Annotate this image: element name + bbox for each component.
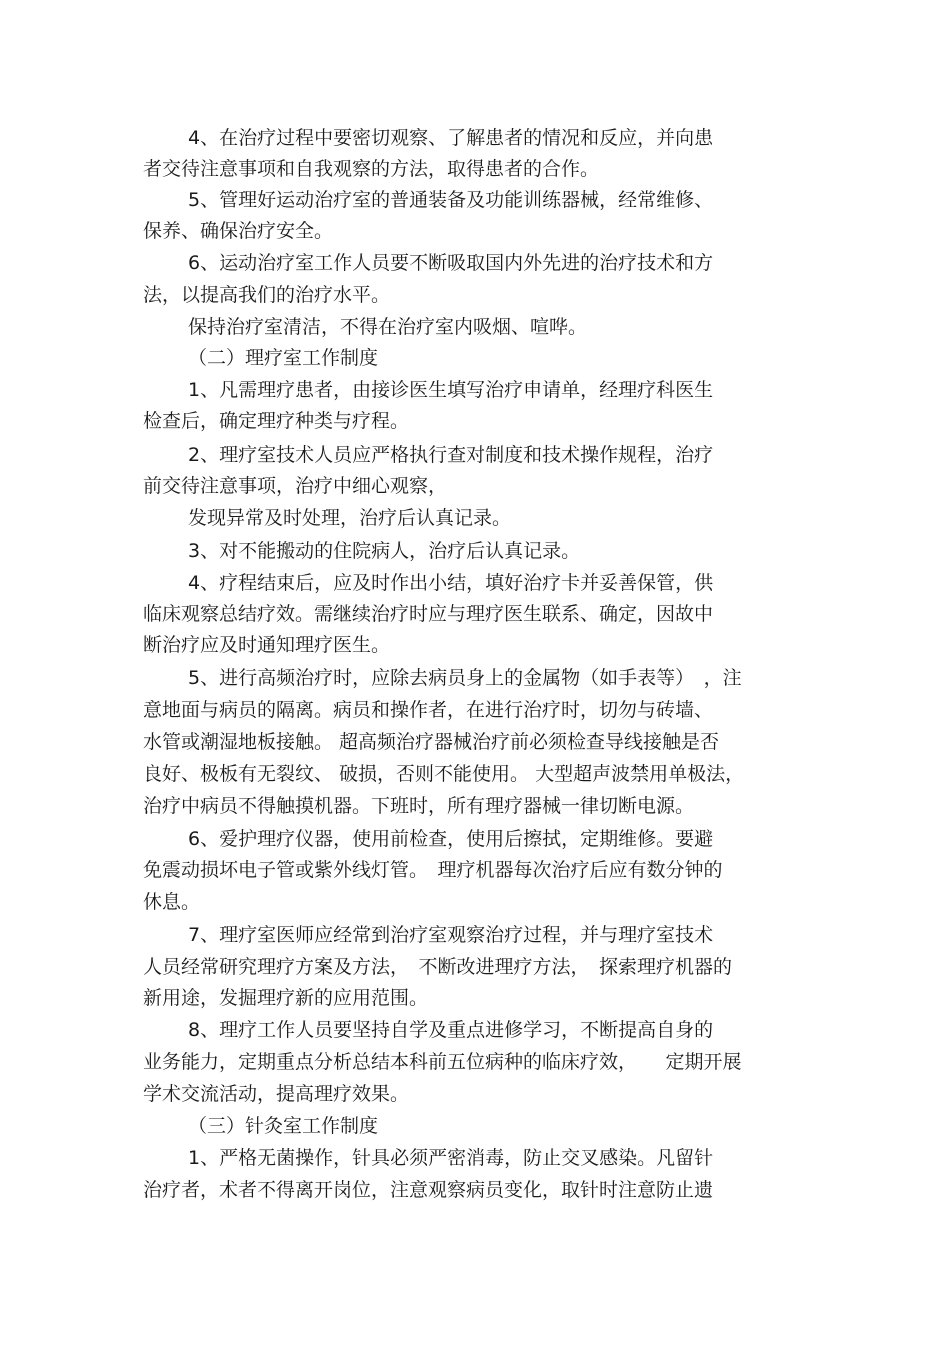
text-line: 1、严格无菌操作，针具必须严密消毒，防止交叉感染。凡留针 xyxy=(188,1147,714,1169)
text-line: 6、运动治疗室工作人员要不断吸取国内外先进的治疗技术和方 xyxy=(188,252,714,274)
text-line: 4、疗程结束后，应及时作出小结，填好治疗卡并妥善保管，供 xyxy=(188,572,714,594)
text-line: 断治疗应及时通知理疗医生。 xyxy=(143,634,391,656)
text-line: 7、理疗室医师应经常到治疗室观察治疗过程，并与理疗室技术 xyxy=(188,924,714,946)
text-line: 治疗者，术者不得离开岗位，注意观察病员变化，取针时注意防止遗 xyxy=(143,1179,714,1201)
text-line: 业务能力，定期重点分析总结本科前五位病种的临床疗效， 定期开展 xyxy=(143,1051,742,1073)
text-line: 5、进行高频治疗时，应除去病员身上的金属物（如手表等） ，注 xyxy=(188,667,742,689)
text-line: 发现异常及时处理，治疗后认真记录。 xyxy=(188,507,512,529)
text-line: 治疗中病员不得触摸机器。下班时，所有理疗器械一律切断电源。 xyxy=(143,795,695,817)
text-line: 意地面与病员的隔离。病员和操作者，在进行治疗时，切勿与砖墙、 xyxy=(143,699,714,721)
text-line: 4、在治疗过程中要密切观察、了解患者的情况和反应，并向患 xyxy=(188,127,714,149)
section-heading: （二）理疗室工作制度 xyxy=(188,347,379,369)
text-line: 保养、确保治疗安全。 xyxy=(143,220,334,242)
text-line: 前交待注意事项，治疗中细心观察， xyxy=(143,475,448,497)
text-line: 人员经常研究理疗方案及方法， 不断改进理疗方法， 探索理疗机器的 xyxy=(143,956,733,978)
text-line: 者交待注意事项和自我观察的方法，取得患者的合作。 xyxy=(143,158,600,180)
text-line: 法，以提高我们的治疗水平。 xyxy=(143,284,391,306)
text-line: 良好、极板有无裂纹、 破损，否则不能使用。 大型超声波禁用单极法， xyxy=(143,763,745,785)
section-heading: （三）针灸室工作制度 xyxy=(188,1115,379,1137)
text-line: 学术交流活动，提高理疗效果。 xyxy=(143,1083,410,1105)
text-line: 临床观察总结疗效。需继续治疗时应与理疗医生联系、确定，因故中 xyxy=(143,603,714,625)
text-line: 休息。 xyxy=(143,891,201,913)
text-line: 水管或潮湿地板接触。 超高频治疗器械治疗前必须检查导线接触是否 xyxy=(143,731,720,753)
text-line: 5、管理好运动治疗室的普通装备及功能训练器械，经常维修、 xyxy=(188,189,714,211)
text-line: 1、凡需理疗患者，由接诊医生填写治疗申请单，经理疗科医生 xyxy=(188,379,714,401)
text-line: 2、理疗室技术人员应严格执行查对制度和技术操作规程，治疗 xyxy=(188,444,714,466)
text-line: 保持治疗室清洁，不得在治疗室内吸烟、喧哗。 xyxy=(188,316,588,338)
text-line: 6、爱护理疗仪器，使用前检查，使用后擦拭，定期维修。要避 xyxy=(188,828,714,850)
text-line: 8、理疗工作人员要坚持自学及重点进修学习，不断提高自身的 xyxy=(188,1019,714,1041)
text-line: 新用途，发掘理疗新的应用范围。 xyxy=(143,987,429,1009)
text-line: 检查后，确定理疗种类与疗程。 xyxy=(143,410,410,432)
text-line: 免震动损坏电子管或紫外线灯管。 理疗机器每次治疗后应有数分钟的 xyxy=(143,859,723,881)
text-line: 3、对不能搬动的住院病人，治疗后认真记录。 xyxy=(188,540,581,562)
